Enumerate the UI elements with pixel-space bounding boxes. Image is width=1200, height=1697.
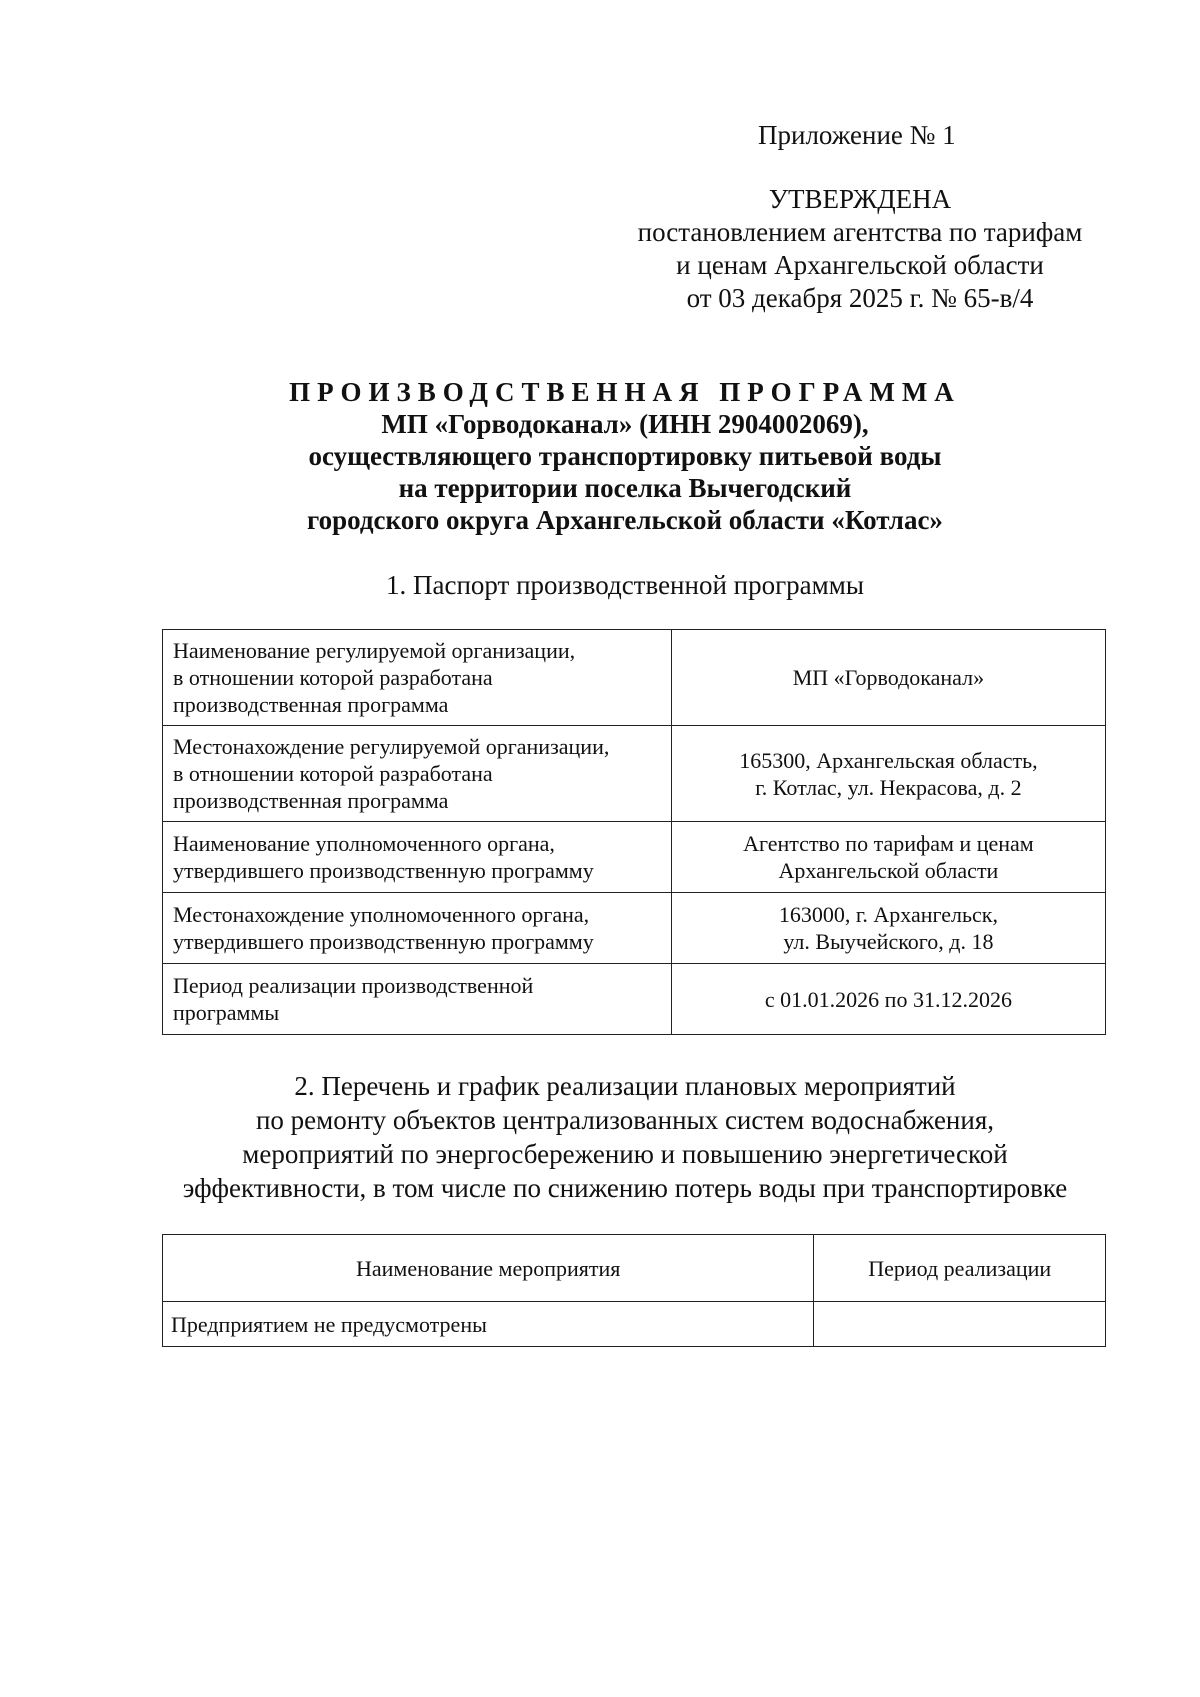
title-line: городского округа Архангельской области «Котлас» — [307, 505, 943, 535]
table-row — [163, 726, 1106, 822]
cell-line: 163000, г. Архангельск, — [778, 902, 998, 927]
cell-line: в отношении которой разработана — [173, 665, 493, 690]
table-cell-value — [671, 822, 1105, 893]
table-cell-value — [671, 726, 1105, 822]
measures-table — [162, 1234, 1106, 1347]
title-line: на территории поселка Вычегодский — [398, 473, 852, 503]
cell-line: программы — [173, 1000, 280, 1025]
table-cell-label — [163, 822, 672, 893]
table-row — [163, 964, 1106, 1035]
table-cell-value — [671, 630, 1105, 726]
cell-line: ул. Выучейского, д. 18 — [783, 929, 994, 954]
cell-line: Наименование уполномоченного органа, — [173, 831, 555, 856]
approval-line: и ценам Архангельской области — [676, 250, 1044, 280]
table-cell-period — [814, 1302, 1106, 1347]
heading-line: мероприятий по энергосбережению и повышению энергетической — [242, 1139, 1008, 1169]
column-header-period: Период реализации — [814, 1235, 1106, 1302]
cell-line: производственная программа — [173, 788, 449, 813]
cell-line: г. Котлас, ул. Некрасова, д. 2 — [755, 774, 1022, 800]
cell-line: Наименование регулируемой организации, — [173, 638, 576, 663]
cell-line: с 01.01.2026 по 31.12.2026 — [764, 986, 1012, 1012]
table-header-row — [163, 1235, 1106, 1302]
table-cell-measure: Предприятием не предусмотрены — [163, 1302, 814, 1347]
table-cell-label — [163, 630, 672, 726]
cell-line: 165300, Архангельская область, — [739, 747, 1038, 773]
document-title — [150, 376, 1100, 536]
table-row — [163, 1302, 1106, 1347]
cell-line: Архангельской области — [778, 858, 999, 883]
approval-block — [620, 183, 1100, 315]
approval-line: УТВЕРЖДЕНА — [768, 184, 952, 214]
heading-line: 2. Перечень и график реализации плановых мероприятий — [294, 1071, 956, 1101]
column-header-measure: Наименование мероприятия — [163, 1235, 814, 1302]
appendix-label: Приложение № 1 — [758, 120, 956, 150]
cell-line: утвердившего производственную программу — [173, 929, 594, 954]
table-cell-value — [671, 893, 1105, 964]
heading-line: по ремонту объектов централизованных систем водоснабжения, — [255, 1105, 995, 1135]
title-line: МП «Горводоканал» (ИНН 2904002069), — [381, 409, 869, 439]
heading-line: эффективности, в том числе по снижению потерь воды при транспортировке — [182, 1173, 1068, 1203]
cell-line: МП «Горводоканал» — [792, 665, 985, 690]
table-cell-label — [163, 893, 672, 964]
section-2-heading — [150, 1069, 1100, 1205]
table-row — [163, 822, 1106, 893]
cell-line: Период реализации производственной — [173, 973, 534, 998]
cell-line: производственная программа — [173, 692, 449, 717]
cell-line: в отношении которой разработана — [173, 761, 493, 786]
title-line: ПРОИЗВОДСТВЕННАЯ ПРОГРАММА — [289, 377, 961, 407]
title-line: осуществляющего транспортировку питьевой воды — [308, 441, 942, 471]
section-1-heading: 1. Паспорт производственной программы — [386, 570, 864, 600]
table-row — [163, 630, 1106, 726]
cell-line: Агентство по тарифам и ценам — [743, 831, 1034, 856]
passport-table — [162, 629, 1106, 1035]
approval-line: от 03 декабря 2025 г. № 65-в/4 — [686, 283, 1034, 313]
cell-line: утвердившего производственную программу — [173, 858, 594, 883]
cell-line: Местонахождение уполномоченного органа, — [173, 902, 590, 927]
table-cell-label — [163, 964, 672, 1035]
cell-line: Местонахождение регулируемой организации, — [173, 734, 610, 759]
approval-line: постановлением агентства по тарифам — [637, 217, 1083, 247]
table-cell-label — [163, 726, 672, 822]
table-cell-value — [671, 964, 1105, 1035]
table-row — [163, 893, 1106, 964]
